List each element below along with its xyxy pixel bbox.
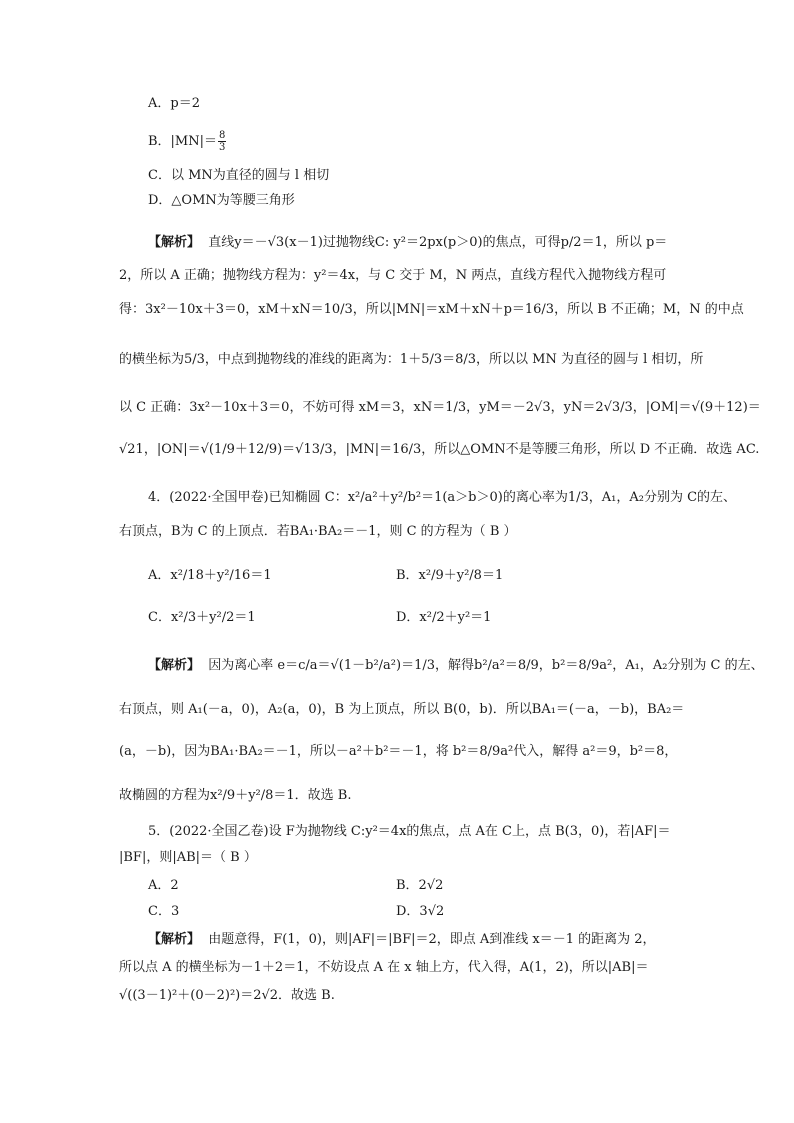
q4-analysis-line-4: 故椭圆的方程为x²/9＋y²/8＝1．故选 B. — [119, 788, 352, 803]
q5-option-d: D．3√2 — [396, 904, 445, 919]
q3-analysis-line-3: 得：3x²－10x＋3＝0，xM＋xN＝10/3，所以|MN|＝xM＋xN＋p＝16/3，所以 B 不正确；M，N 的中点 — [119, 302, 744, 317]
q4-option-c: C．x²/3＋y²/2＝1 — [148, 610, 256, 625]
q4-stem-line-2: 右顶点，B为 C 的上顶点．若BA₁·BA₂＝－1，则 C 的方程为（ B ） — [119, 524, 517, 539]
q4-option-a: A．x²/18＋y²/16＝1 — [148, 568, 272, 583]
q5-stem-line-1: 5．(2022·全国乙卷)设 F为抛物线 C:y²＝4x的焦点，点 A在 C上，点 B(3，0)，若|AF|＝ — [148, 824, 671, 839]
q5-analysis-line-3: √((3－1)²＋(0－2)²)＝2√2．故选 B. — [119, 988, 335, 1003]
q5-analysis-line-2: 所以点 A 的横坐标为－1＋2＝1，不妨设点 A 在 x 轴上方，代入得，A(1，2)，所以|AB|＝ — [119, 960, 649, 975]
q3-option-d: D．△OMN为等腰三角形 — [148, 193, 295, 208]
q5-stem-line-2: |BF|，则|AB|＝（ B ） — [119, 850, 257, 865]
q4-option-d: D．x²/2＋y²＝1 — [396, 610, 492, 625]
q3-analysis-line-1: 【解析】 直线y＝－√3(x－1)过抛物线C: y²＝2px(p＞0)的焦点，可得p/2＝1，所以 p＝ — [148, 235, 668, 250]
q3-option-c: C．以 MN为直径的圆与 l 相切 — [148, 168, 330, 183]
q3-option-b-prefix: B．|MN|＝ — [148, 134, 217, 149]
q3-analysis-tag: 【解析】 — [148, 235, 201, 250]
q4-analysis-line-3: (a，－b)，因为BA₁·BA₂＝－1，所以－a²＋b²＝－1，将 b²＝8/9a²代入，解得 a²＝9，b²＝8， — [119, 744, 678, 759]
q4-stem-line-1: 4．(2022·全国甲卷)已知椭圆 C：x²/a²＋y²/b²＝1(a＞b＞0)的离心率为1/3，A₁，A₂分别为 C的左、 — [148, 490, 737, 505]
q4-analysis-line-1: 【解析】 因为离心率 e＝c/a＝√(1－b²/a²)＝1/3，解得b²/a²＝8/9，b²＝8/9a²，A₁，A₂分别为 C 的左、 — [148, 658, 764, 673]
q3-analysis-line-4: 的横坐标为5/3，中点到抛物线的准线的距离为：1＋5/3＝8/3，所以以 MN 为直径的圆与 l 相切，所 — [119, 352, 704, 367]
q3-option-b-fraction: $\frac{8}{3}$ — [219, 130, 226, 153]
q3-analysis-line-6: √21，|ON|＝√(1/9＋12/9)＝√13/3，|MN|＝16/3，所以△OMN不是等腰三角形，所以 D 不正确．故选 AC. — [119, 442, 760, 457]
q3-option-a: A．p＝2 — [148, 96, 200, 111]
q5-analysis-tag: 【解析】 — [148, 932, 201, 947]
q3-option-b — [148, 130, 694, 153]
q5-option-a: A．2 — [148, 878, 179, 893]
q4-option-b: B．x²/9＋y²/8＝1 — [396, 568, 504, 583]
q4-analysis-tag: 【解析】 — [148, 658, 201, 673]
q5-option-b: B．2√2 — [396, 878, 444, 893]
q3-analysis-line-2: 2，所以 A 正确；抛物线方程为：y²＝4x，与 C 交于 M，N 两点，直线方程代入抛物线方程可 — [119, 268, 667, 283]
q4-analysis-line-2: 右顶点，则 A₁(－a，0)，A₂(a，0)，B 为上顶点，所以 B(0，b)．所以BA₁＝(－a，－b)，BA₂＝ — [119, 702, 685, 717]
q3-analysis-line-5: 以 C 正确：3x²－10x＋3＝0，不妨可得 xM＝3，xN＝1/3，yM＝－2√3，yN＝2√3/3，|OM|＝√(9＋12)＝ — [119, 400, 761, 415]
q5-option-c: C．3 — [148, 904, 180, 919]
q5-analysis-line-1: 【解析】 由题意得，F(1，0)，则|AF|＝|BF|＝2，即点 A到准线 x＝－1 的距离为 2， — [148, 932, 656, 947]
